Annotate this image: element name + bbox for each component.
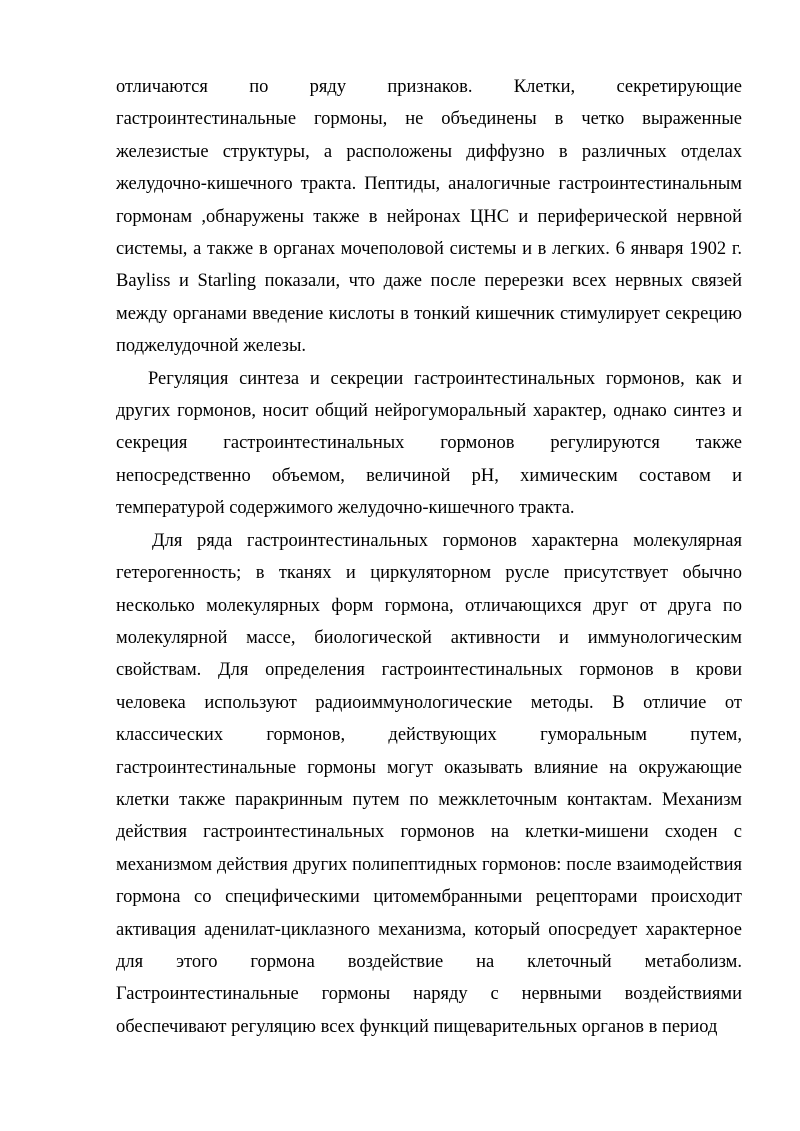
paragraph-continuation: отличаются по ряду признаков. Клетки, секретирующие гастроинтестинальные гормоны, не объединены в четко выраженные железистые структуры, а расположены диффузно в различных отделах желудочно-кишечного тракта. Пептиды, аналогичные гастроинтестинальным гормонам ,обнаружены также в нейронах ЦНС и периферической нервной системы, а также в органах мочеполовой системы и в легких. 6 января 1902 г. Bayliss и Starling показали, что даже после перерезки всех нервных связей между органами введение кислоты в тонкий кишечник стимулирует секрецию поджелудочной железы. (116, 77, 742, 357)
paragraph-heterogeneity: Для ряда гастроинтестинальных гормонов характерна молекулярная гетерогенность; в тканях и циркуляторном русле присутствует обычно несколько молекулярных форм гормона, отличающихся друг от друга по молекулярной массе, биологической активности и иммунологическим свойствам. Для определения гастроинтестинальных гормонов в крови человека используют радиоиммунологические методы. В отличие от классических гормонов, действующих гуморальным путем, гастроинтестинальные гормоны могут оказывать влияние на окружающие клетки также паракринным путем по межклеточным контактам. Механизм действия гастроинтестинальных гормонов на клетки-мишени сходен с механизмом действия других полипептидных гормонов: после взаимодействия гормона со специфическими цитомембранными рецепторами происходит активация аденилат-циклазного механизма, который опосредует характерное для этого гормона воздействие на клеточный метаболизм. Гастроинтестинальные гормоны наряду с нервными воздействиями обеспечивают регуляцию всех функций пищеварительных органов в период (116, 530, 742, 1037)
paragraph-regulation: Регуляция синтеза и секреции гастроинтестинальных гормонов, как и других гормонов, носит общий нейрогуморальный характер, однако синтез и секреция гастроинтестинальных гормонов регулируются также непосредственно объемом, величиной рН, химическим составом и температурой содержимого желудочно-кишечного тракта. (116, 368, 742, 519)
document-page (116, 71, 742, 1043)
